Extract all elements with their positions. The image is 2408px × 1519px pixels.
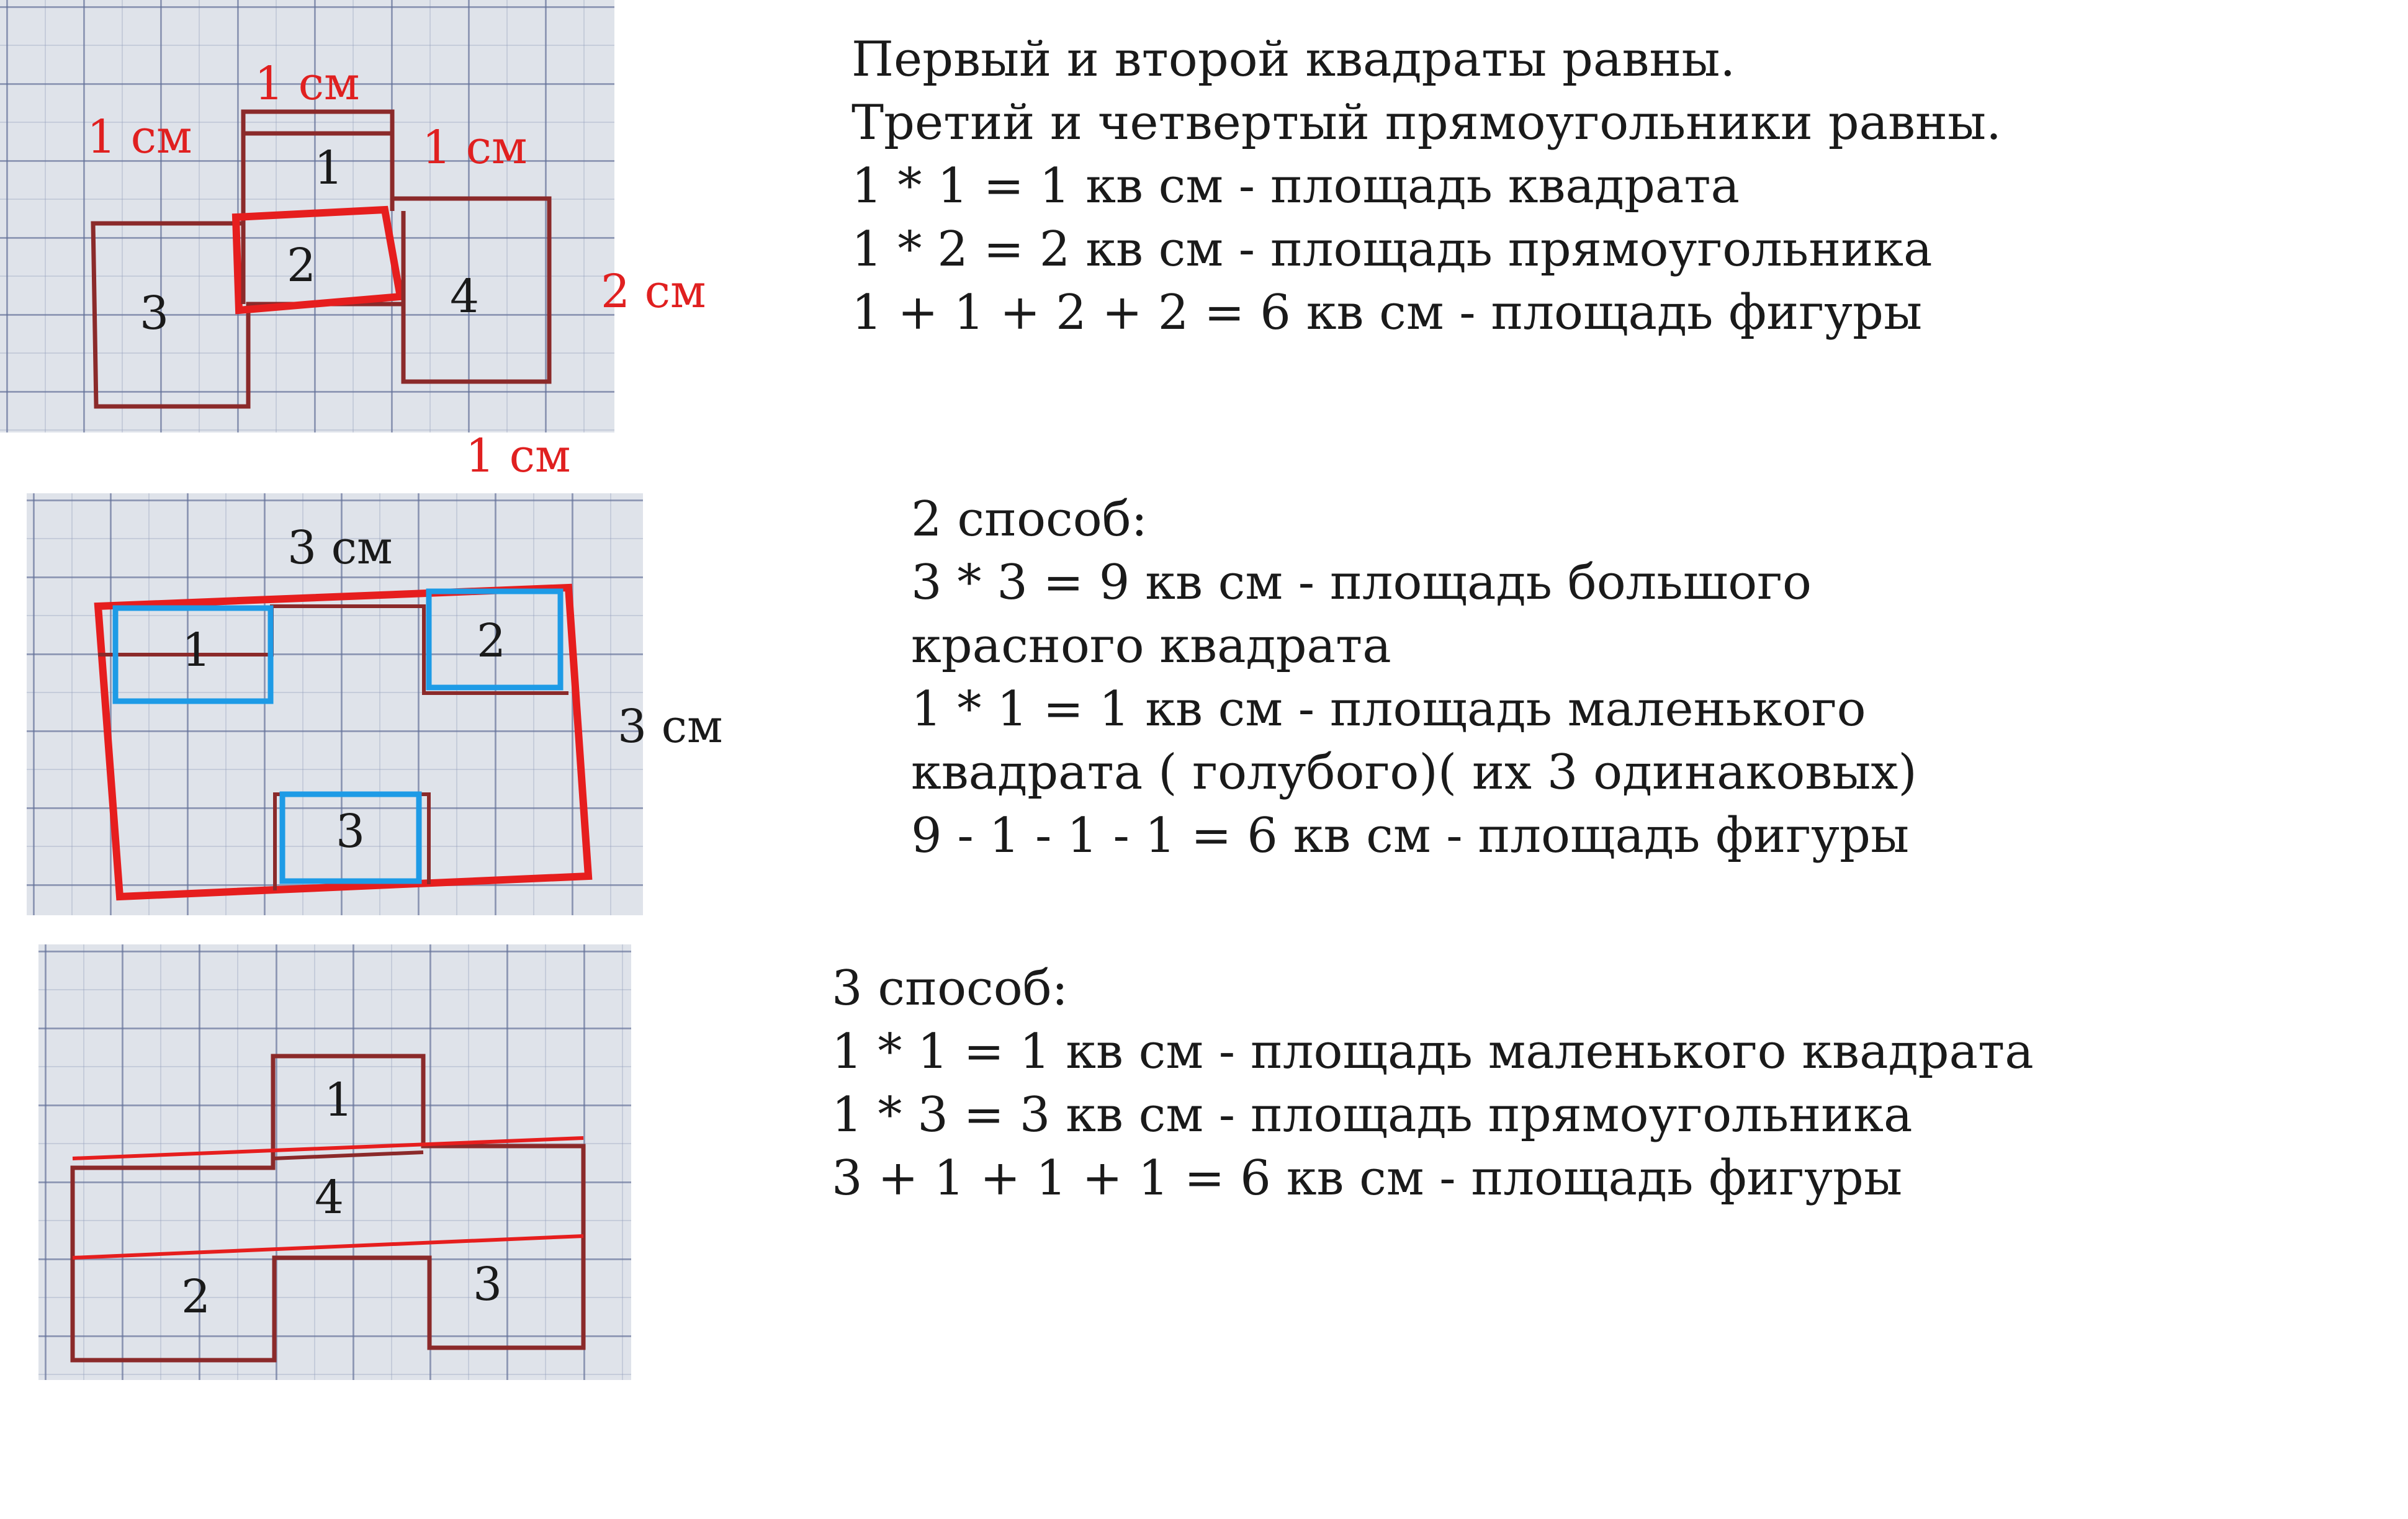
figure-3-piece-4: 4 (315, 1171, 344, 1224)
figure-3-lower-red-line (73, 1236, 583, 1258)
figure-photo-2 (27, 493, 643, 915)
method-2-line-3: 1 * 1 = 1 кв см - площадь маленького (911, 681, 1866, 737)
method-3-text (832, 957, 2034, 1210)
method-3-line-3: 3 + 1 + 1 + 1 = 6 кв см - площадь фигуры (832, 1150, 1903, 1206)
figure-1-piece-3: 3 (140, 287, 169, 340)
method-2-text (911, 488, 1917, 867)
method-1-text (851, 28, 2001, 344)
figure-3-piece-2: 2 (181, 1270, 211, 1324)
method-2-line-1: 3 * 3 = 9 кв см - площадь большого (911, 555, 1812, 611)
figure-photo-3 (38, 944, 631, 1380)
figure-1-piece-2-highlight (236, 210, 400, 310)
figure-1-piece-4: 4 (450, 270, 480, 323)
figure-1-piece-2: 2 (287, 239, 317, 292)
figure-2-piece-2: 2 (477, 614, 506, 668)
method-2-line-4: квадрата ( голубого)( их 3 одинаковых) (911, 745, 1917, 800)
method-1-line-1: Первый и второй квадраты равны. (851, 32, 1736, 87)
figure-1-left-label: 1 см (87, 110, 192, 164)
method-1-line-4: 1 * 2 = 2 кв см - площадь прямоугольника (851, 222, 1933, 277)
method-2-line-5: 9 - 1 - 1 - 1 = 6 кв см - площадь фигуры (911, 808, 1910, 864)
method-2-heading: 2 способ: (911, 491, 1148, 547)
figure-2-piece-1: 1 (182, 624, 212, 677)
figure-1-right-side-label: 2 см (601, 265, 706, 318)
figure-1-top-label: 1 см (254, 57, 360, 110)
figure-3-drawing (38, 944, 631, 1380)
figure-3-piece-1-base (273, 1152, 423, 1158)
method-1-line-2: Третий и четвертый прямоугольники равны. (851, 95, 2001, 151)
method-3-heading: 3 способ: (832, 961, 1068, 1016)
figure-2-piece-3: 3 (336, 805, 366, 858)
figure-3-piece-3: 3 (473, 1258, 503, 1311)
figure-2-top-label: 3 см (287, 521, 393, 575)
figure-2-right-label: 3 см (618, 700, 723, 753)
figure-3-piece-1: 1 (324, 1073, 354, 1127)
method-1-line-5: 1 + 1 + 2 + 2 = 6 кв см - площадь фигуры (851, 285, 1923, 341)
figure-1-right-top-label: 1 см (422, 121, 528, 174)
method-2-line-2: красного квадрата (911, 618, 1391, 674)
figure-photo-1 (0, 0, 614, 432)
method-3-line-1: 1 * 1 = 1 кв см - площадь маленького квадрата (832, 1024, 2034, 1080)
figure-1-piece-1: 1 (314, 141, 344, 195)
method-3-line-2: 1 * 3 = 3 кв см - площадь прямоугольника (832, 1087, 1913, 1143)
method-1-line-3: 1 * 1 = 1 кв см - площадь квадрата (851, 158, 1740, 214)
figure-1-bottom-label: 1 см (465, 429, 571, 483)
